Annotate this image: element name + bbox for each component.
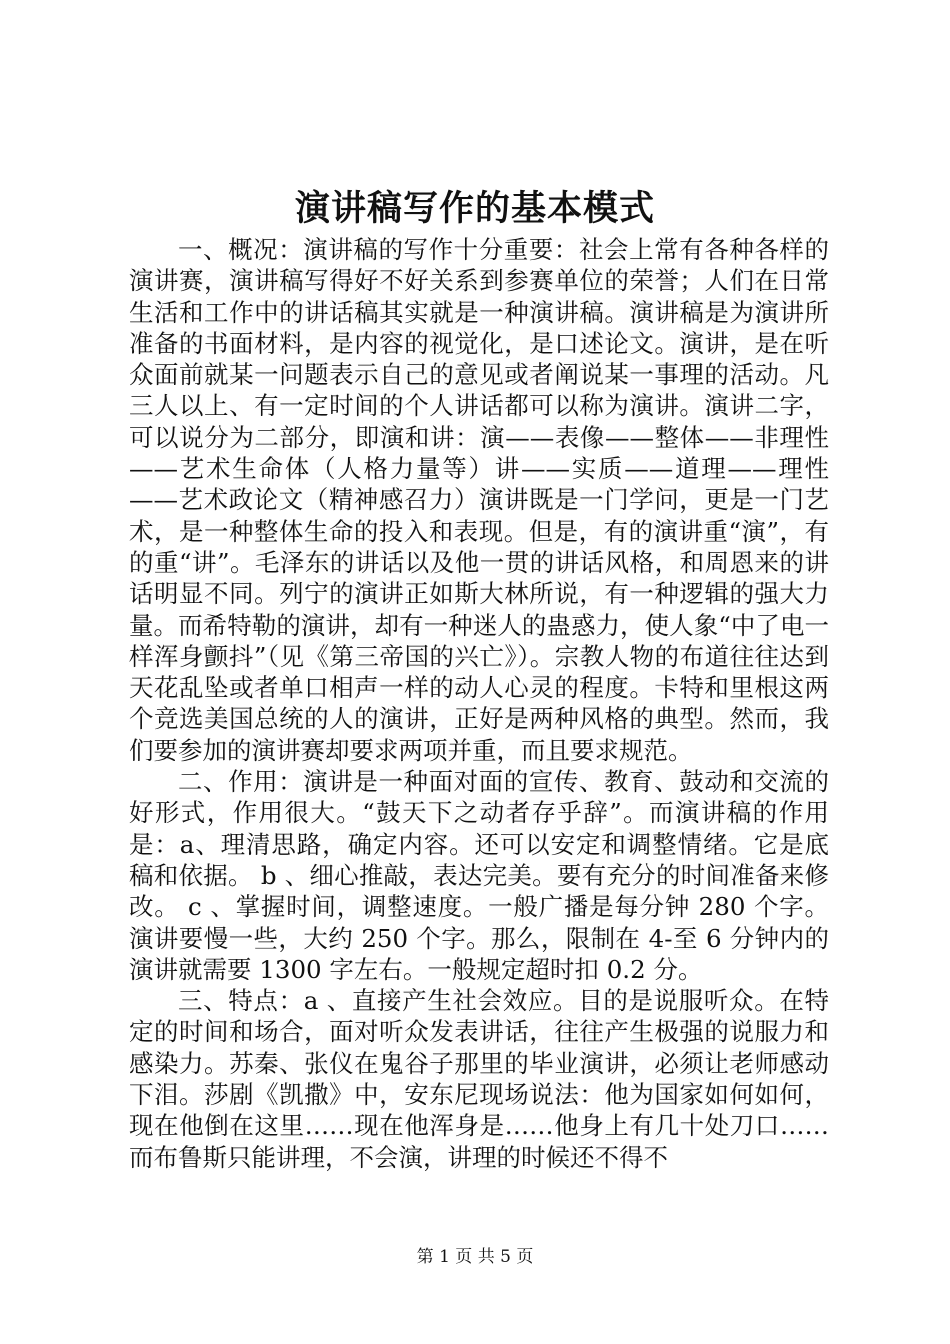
paragraph-function: 二、作用：演讲是一种面对面的宣传、教育、鼓动和交流的好形式，作用很大。“鼓天下之动者存乎辞”。而演讲稿的作用是：a、理清思路，确定内容。还可以安定和调整情绪。它是底稿和依据。 b 、细心推敲，表达完美。要有充分的时间准备来修改。 c 、掌握时间，调整速度。一般广播是每分钟 280 个字。演讲要慢一些，大约 250 个字。那么，限制在 4-至 6 分钟内的演讲就需要 1300 字左右。一般规定超时扣 0.2 分。 xyxy=(129,767,829,984)
document-title: 演讲稿写作的基本模式 xyxy=(294,188,655,229)
paragraph-overview: 一、概况：演讲稿的写作十分重要：社会上常有各种各样的演讲赛，演讲稿写得好不好关系到参赛单位的荣誉；人们在日常生活和工作中的讲话稿其实就是一种演讲稿。演讲稿是为演讲所准备的书面材料，是内容的视觉化，是口述论文。演讲，是在听众面前就某一问题表示自己的意见或者阐说某一事理的活动。凡三人以上、有一定时间的个人讲话都可以称为演讲。演讲二字，可以说分为二部分，即演和讲：演——表像——整体——非理性——艺术生命体（人格力量等）讲——实质——道理——理性——艺术政论文（精神感召力）演讲既是一门学问，更是一门艺术，是一种整体生命的投入和表现。但是，有的演讲重“演”，有的重“讲”。毛泽东的讲话以及他一贯的讲话风格，和周恩来的讲话明显不同。列宁的演讲正如斯大林所说，有一种逻辑的强大力量。而希特勒的演讲，却有一种迷人的蛊惑力，使人象“中了电一样浑身颤抖”（见《第三帝国的兴亡》）。宗教人物的布道往往达到天花乱坠或者单口相声一样的动人心灵的程度。卡特和里根这两个竞选美国总统的人的演讲，正好是两种风格的典型。然而，我们要参加的演讲赛却要求两项并重，而且要求规范。 xyxy=(129,235,829,765)
document-body xyxy=(129,234,829,1173)
page-footer: 第 1 页 共 5 页 xyxy=(416,1247,534,1267)
paragraph-features: 三、特点：a 、直接产生社会效应。目的是说服听众。在特定的时间和场合，面对听众发表讲话，往往产生极强的说服力和感染力。苏秦、张仪在鬼谷子那里的毕业演讲，必须让老师感动下泪。莎剧《凯撒》中，安东尼现场说法：他为国家如何如何，现在他倒在这里……现在他浑身是……他身上有几十处刀口……而布鲁斯只能讲理，不会演，讲理的时候还不得不 xyxy=(129,986,829,1172)
